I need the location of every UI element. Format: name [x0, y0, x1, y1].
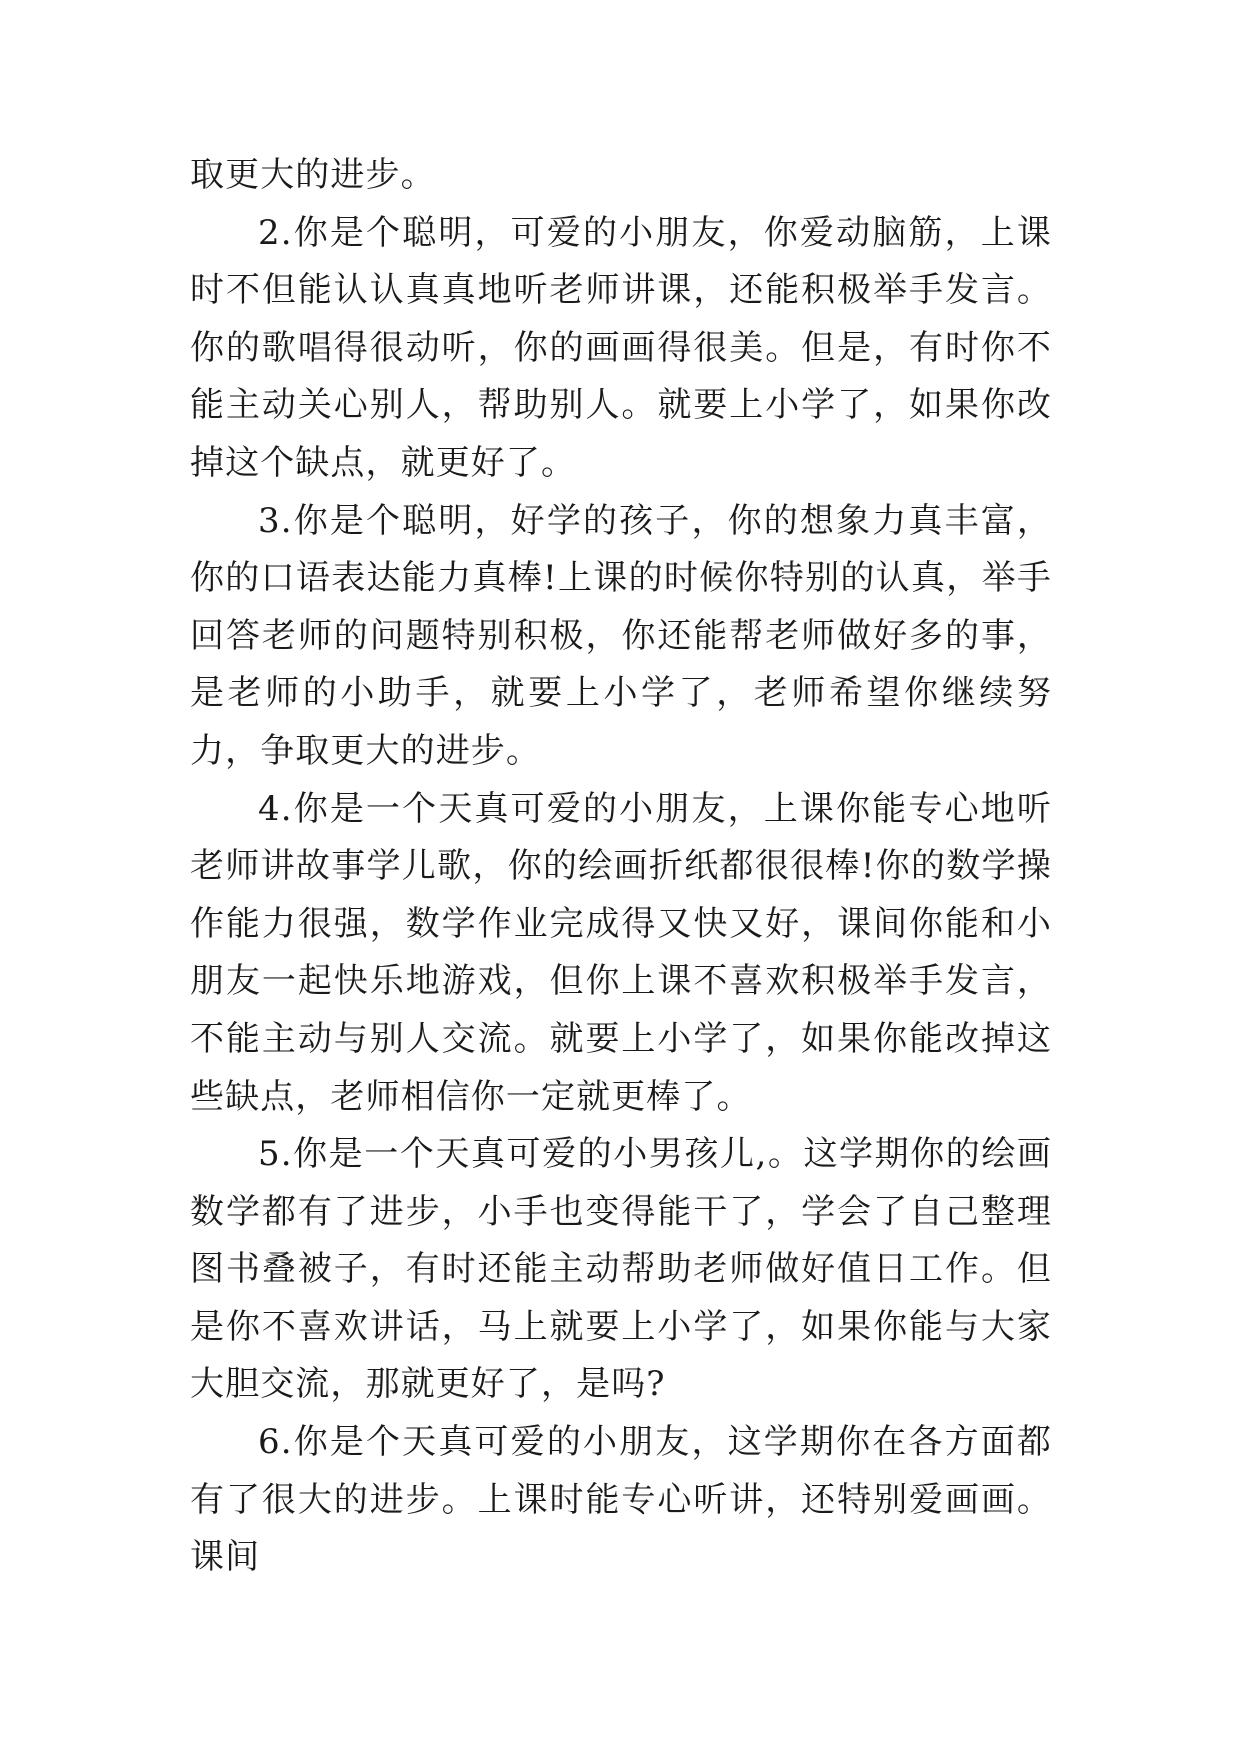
- document-body: [190, 147, 1052, 1587]
- paragraph-comment-6: 6.你是个天真可爱的小朋友，这学期你在各方面都有了很大的进步。上课时能专心听讲，还特别爱画画。课间: [190, 1422, 1052, 1578]
- paragraph-comment-3: 3.你是个聪明，好学的孩子，你的想象力真丰富，你的口语表达能力真棒!上课的时候你特别的认真，举手回答老师的问题特别积极，你还能帮老师做好多的事，是老师的小助手，就要上小学了，老师希望你继续努力，争取更大的进步。: [190, 500, 1052, 771]
- paragraph-comment-2: 2.你是个聪明，可爱的小朋友，你爱动脑筋，上课时不但能认认真真地听老师讲课，还能积极举手发言。你的歌唱得很动听，你的画画得很美。但是，有时你不能主动关心别人，帮助别人。就要上小学了，如果你改掉这个缺点，就更好了。: [190, 212, 1052, 483]
- paragraph-continuation: 取更大的进步。: [190, 155, 436, 195]
- paragraph-comment-5: 5.你是一个天真可爱的小男孩儿,。这学期你的绘画数学都有了进步，小手也变得能干了，学会了自己整理图书叠被子，有时还能主动帮助老师做好值日工作。但是你不喜欢讲话，马上就要上小学了，如果你能与大家大胆交流，那就更好了，是吗?: [190, 1134, 1052, 1405]
- paragraph-comment-4: 4.你是一个天真可爱的小朋友，上课你能专心地听老师讲故事学儿歌，你的绘画折纸都很很棒!你的数学操作能力很强，数学作业完成得又快又好，课间你能和小朋友一起快乐地游戏，但你上课不喜欢积极举手发言，不能主动与别人交流。就要上小学了，如果你能改掉这些缺点，老师相信你一定就更棒了。: [190, 788, 1052, 1117]
